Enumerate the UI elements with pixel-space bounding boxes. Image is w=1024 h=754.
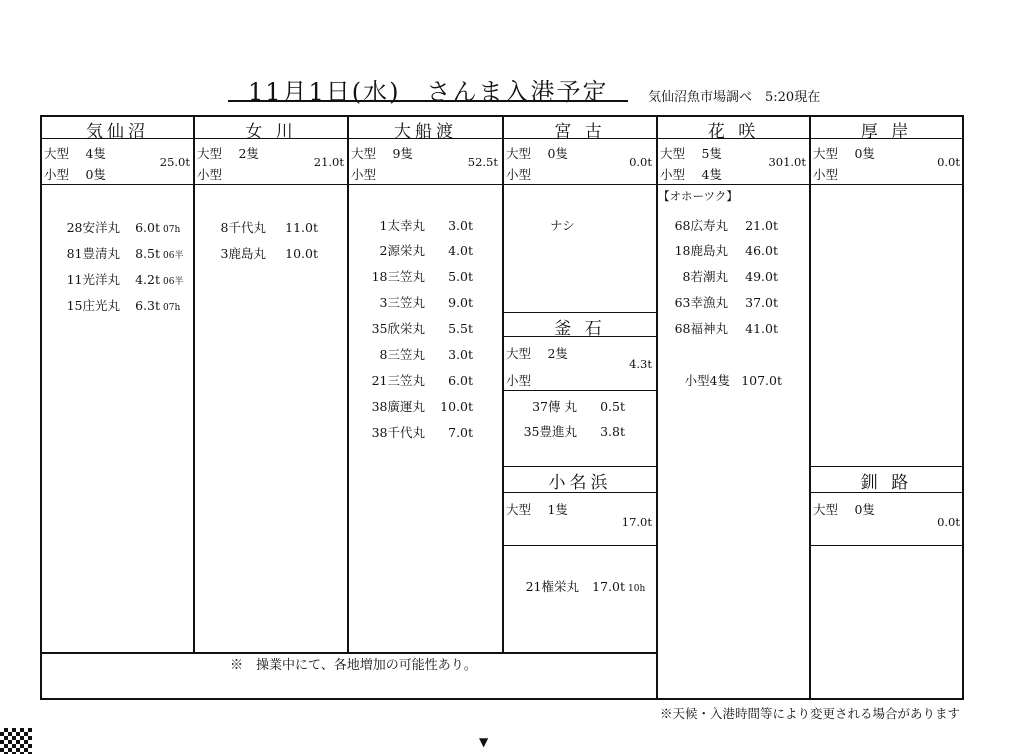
checker-pattern-icon: [0, 728, 32, 754]
kamaishi-total: 4.3t: [629, 357, 652, 371]
header-kesennuma: 気仙沼: [86, 122, 149, 142]
header-onagawa: 女 川: [245, 122, 297, 142]
list-item: 2源栄丸 4.0t: [379, 243, 473, 258]
miyako-small: 小型: [506, 167, 532, 182]
header-akkeshi: 厚 岸: [860, 122, 913, 142]
hanasaki-small-summary: 小型4隻 107.0t: [684, 373, 782, 388]
list-item: 35欣栄丸 5.5t: [371, 321, 473, 336]
miyako-large: 大型 0隻: [506, 146, 568, 161]
list-item: 35豊進丸 3.8t: [523, 424, 625, 439]
bottom-note: ※ 操業中にて、各地増加の可能性あり。: [230, 658, 477, 673]
list-item: 21権栄丸 17.0t 10h: [525, 579, 646, 594]
kushiro-large: 大型 0隻: [813, 502, 875, 517]
title-underline: [228, 100, 628, 102]
header-kamaishi: 釜 石: [554, 319, 606, 339]
list-item: 38千代丸 7.0t: [371, 425, 473, 440]
scroll-down-icon[interactable]: ▼: [479, 735, 489, 749]
list-item: 18鹿島丸 46.0t: [674, 243, 778, 258]
list-item: 11光洋丸 4.2t 06半: [66, 272, 184, 287]
kamaishi-small: 小型: [506, 373, 532, 388]
header-miyako: 宮 古: [554, 122, 606, 142]
hanasaki-section-label: 【オホーツク】: [658, 189, 738, 203]
akkeshi-large: 大型 0隻: [813, 146, 875, 161]
list-item: 68福神丸 41.0t: [674, 321, 778, 336]
disclaimer-note: ※天候・入港時間等により変更される場合があります: [660, 706, 961, 721]
header-ofunato: 大船渡: [394, 122, 457, 142]
list-item: 81豊清丸 8.5t 06半: [66, 246, 184, 261]
list-item: 37傳 丸 0.5t: [532, 399, 625, 414]
list-item: 15庄光丸 6.3t 07h: [66, 298, 181, 313]
list-item: 38廣運丸 10.0t: [371, 399, 473, 414]
list-item: 8三笠丸 3.0t: [379, 347, 473, 362]
miyako-total: 0.0t: [629, 155, 652, 169]
onahama-total: 17.0t: [621, 515, 652, 529]
akkeshi-total: 0.0t: [937, 155, 960, 169]
hanasaki-small: 小型 4隻: [660, 167, 722, 182]
source-note: 気仙沼魚市場調べ 5:20現在: [648, 90, 821, 105]
header-hanasaki: 花 咲: [707, 122, 760, 142]
header-kushiro: 釧 路: [860, 473, 913, 493]
list-item: 8千代丸 11.0t: [220, 220, 318, 235]
hanasaki-total: 301.0t: [768, 155, 806, 169]
list-item: 3三笠丸 9.0t: [379, 295, 473, 310]
list-item: 63幸漁丸 37.0t: [674, 295, 778, 310]
list-item: 21三笠丸 6.0t: [371, 373, 473, 388]
list-item: 8若潮丸 49.0t: [682, 269, 778, 284]
kamaishi-large: 大型 2隻: [506, 346, 568, 361]
ofunato-small: 小型: [351, 167, 377, 182]
kesennuma-total: 25.0t: [159, 155, 190, 169]
onahama-large: 大型 1隻: [506, 502, 568, 517]
onagawa-total: 21.0t: [313, 155, 344, 169]
ofunato-total: 52.5t: [467, 155, 498, 169]
list-item: 28安洋丸 6.0t 07h: [66, 220, 181, 235]
akkeshi-small: 小型: [813, 167, 839, 182]
kesennuma-small: 小型 0隻: [44, 167, 106, 182]
list-item: 3鹿島丸 10.0t: [220, 246, 318, 261]
onagawa-large: 大型 2隻: [197, 146, 259, 161]
kesennuma-large: 大型 4隻: [44, 146, 106, 161]
onagawa-small: 小型: [197, 167, 223, 182]
header-onahama: 小名浜: [548, 473, 612, 493]
list-item: 1太幸丸 3.0t: [379, 218, 473, 233]
list-item: 18三笠丸 5.0t: [371, 269, 473, 284]
miyako-none: ナシ: [550, 218, 575, 233]
kushiro-total: 0.0t: [937, 515, 960, 529]
page-title: 11月1日(水) さんま入港予定: [248, 78, 609, 106]
ofunato-large: 大型 9隻: [351, 146, 413, 161]
list-item: 68広寿丸 21.0t: [674, 218, 778, 233]
hanasaki-large: 大型 5隻: [660, 146, 722, 161]
